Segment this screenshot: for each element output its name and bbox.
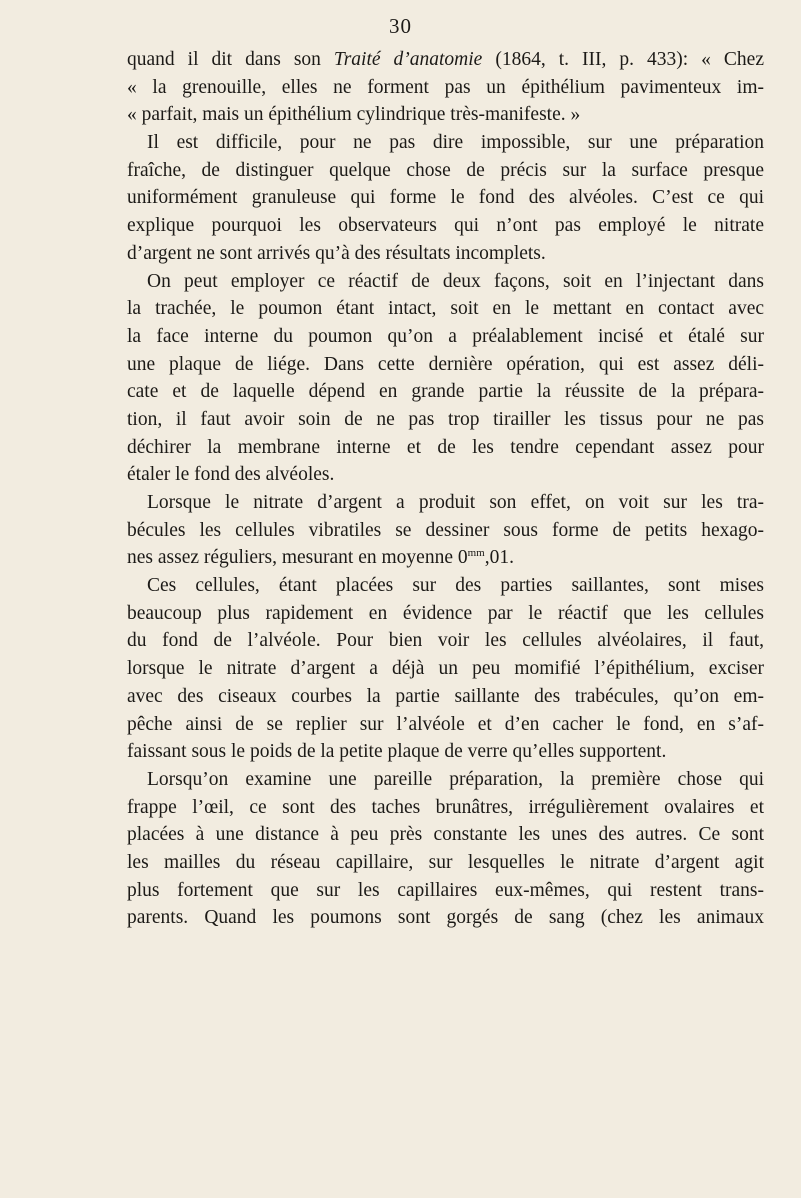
text-line bbox=[127, 794, 764, 822]
body-text bbox=[127, 46, 764, 932]
paragraph bbox=[127, 129, 764, 267]
text-line bbox=[127, 489, 764, 517]
text-line bbox=[127, 683, 764, 711]
paragraph bbox=[127, 766, 764, 932]
text-segment: bécules les cellules vibratiles se dessiner sous forme de petits hexago- bbox=[127, 519, 764, 541]
text-line bbox=[127, 406, 764, 434]
text-segment: explique pourquoi les observateurs qui n’ont pas employé le nitrate bbox=[127, 215, 764, 237]
text-segment: placées à une distance à peu près constante les unes des autres. Ce sont bbox=[127, 824, 764, 846]
text-segment: étaler le fond des alvéoles. bbox=[127, 464, 335, 486]
text-line bbox=[127, 904, 764, 932]
text-line bbox=[127, 268, 764, 296]
text-line bbox=[127, 600, 764, 628]
text-segment: « parfait, mais un épithélium cylindrique très-manifeste. » bbox=[127, 104, 581, 126]
text-segment: Ces cellules, étant placées sur des parties saillantes, sont mises bbox=[147, 575, 764, 597]
text-line bbox=[127, 378, 764, 406]
paragraph bbox=[127, 268, 764, 490]
text-segment: la face interne du poumon qu’on a préalablement incisé et étalé sur bbox=[127, 325, 764, 347]
text-line bbox=[127, 655, 764, 683]
text-line bbox=[127, 101, 764, 129]
text-segment: déchirer la membrane interne et de les tendre cependant assez pour bbox=[127, 436, 764, 458]
paragraph bbox=[127, 572, 764, 766]
text-line bbox=[127, 627, 764, 655]
text-line bbox=[127, 849, 764, 877]
paragraph bbox=[127, 46, 764, 129]
text-segment: pêche ainsi de se replier sur l’alvéole et d’en cacher le fond, en s’af- bbox=[127, 713, 764, 735]
text-segment: (1864, t. III, p. 433): « Chez bbox=[482, 49, 764, 70]
text-line bbox=[127, 184, 764, 212]
text-line bbox=[127, 711, 764, 739]
text-line bbox=[127, 821, 764, 849]
text-segment: Lorsqu’on examine une pareille préparation, la première chose qui bbox=[147, 768, 764, 790]
text-segment: Il est difficile, pour ne pas dire impossible, sur une préparation bbox=[147, 132, 764, 154]
page-number: 30 bbox=[389, 14, 412, 38]
text-line bbox=[127, 129, 764, 157]
text-line bbox=[127, 351, 764, 379]
text-segment: nes assez réguliers, mesurant en moyenne 0 bbox=[127, 547, 468, 569]
text-line bbox=[127, 434, 764, 462]
text-segment: cate et de laquelle dépend en grande partie la réussite de la prépara- bbox=[127, 381, 764, 403]
text-segment: les mailles du réseau capillaire, sur lesquelles le nitrate d’argent agit bbox=[127, 851, 764, 873]
text-segment: quand il dit dans son bbox=[127, 49, 334, 70]
text-line bbox=[127, 738, 764, 766]
text-segment: lorsque le nitrate d’argent a déjà un peu momifié l’épithélium, exciser bbox=[127, 658, 764, 680]
text-line bbox=[127, 766, 764, 794]
text-segment: tion, il faut avoir soin de ne pas trop tirailler les tissus pour ne pas bbox=[127, 408, 764, 430]
text-segment: frappe l’œil, ce sont des taches brunâtres, irrégulièrement ovalaires et bbox=[127, 796, 764, 818]
text-segment: parents. Quand les poumons sont gorgés de sang (chez les animaux bbox=[127, 907, 764, 929]
italic-title: Traité d’anatomie bbox=[333, 49, 483, 70]
text-line bbox=[127, 212, 764, 240]
text-segment: fraîche, de distinguer quelque chose de précis sur la surface presque bbox=[127, 159, 764, 181]
text-segment: une plaque de liége. Dans cette dernière opération, qui est assez déli- bbox=[127, 353, 764, 375]
text-segment: uniformément granuleuse qui forme le fond des alvéoles. C’est ce qui bbox=[127, 187, 764, 209]
text-line bbox=[127, 240, 764, 268]
text-line bbox=[127, 877, 764, 905]
text-segment: « la grenouille, elles ne forment pas un épithélium pavimenteux im- bbox=[127, 76, 764, 98]
text-segment: Lorsque le nitrate d’argent a produit son effet, on voit sur les tra- bbox=[147, 492, 764, 513]
text-segment: plus fortement que sur les capillaires eux-mêmes, qui restent trans- bbox=[127, 879, 764, 901]
text-segment: On peut employer ce réactif de deux façons, soit en l’injectant dans bbox=[147, 270, 764, 292]
paragraph bbox=[127, 489, 764, 572]
text-line bbox=[127, 544, 764, 572]
unit-superscript: mm bbox=[467, 547, 485, 560]
text-line bbox=[127, 295, 764, 323]
text-line bbox=[127, 461, 764, 489]
text-segment: ,01. bbox=[484, 547, 514, 569]
text-line bbox=[127, 572, 764, 600]
text-line bbox=[127, 46, 764, 74]
text-segment: faissant sous le poids de la petite plaque de verre qu’elles supportent. bbox=[127, 741, 667, 763]
text-segment: beaucoup plus rapidement en évidence par le réactif que les cellules bbox=[127, 602, 764, 624]
text-segment: la trachée, le poumon étant intact, soit en le mettant en contact avec bbox=[127, 298, 764, 320]
text-line bbox=[127, 517, 764, 545]
text-line bbox=[127, 157, 764, 185]
text-segment: avec des ciseaux courbes la partie saillante des trabécules, qu’on em- bbox=[127, 685, 764, 707]
text-line bbox=[127, 74, 764, 102]
text-line bbox=[127, 323, 764, 351]
text-segment: d’argent ne sont arrivés qu’à des résultats incomplets. bbox=[127, 242, 546, 264]
text-segment: du fond de l’alvéole. Pour bien voir les cellules alvéolaires, il faut, bbox=[127, 630, 764, 652]
